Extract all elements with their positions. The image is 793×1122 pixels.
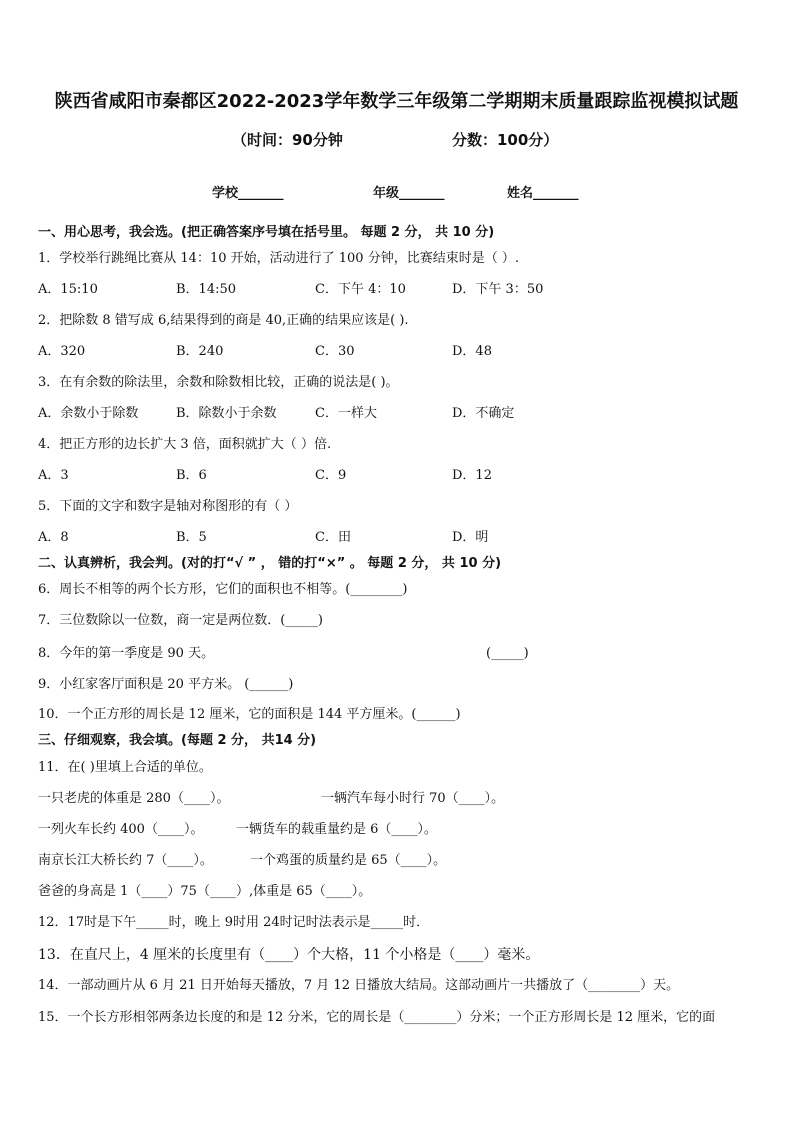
q5-option-d: D．明 bbox=[452, 530, 489, 545]
question-2: 2．把除数 8 错写成 6,结果得到的商是 40,正确的结果应该是( ). bbox=[38, 313, 409, 328]
section-2-heading: 二、认真辨析，我会判。(对的打“√ ” ， 错的打“×” 。 每题 2 分， 共 10 分) bbox=[38, 556, 502, 571]
question-9: 9．小红家客厅面积是 20 平方米。 (______) bbox=[38, 677, 294, 692]
q11-truck-load: 一辆货车的载重量约是 6（____）。 bbox=[236, 822, 437, 837]
q4-option-b: B．6 bbox=[176, 468, 207, 483]
question-14: 14．一部动画片从 6 月 21 日开始每天播放，7 月 12 日播放大结局。这部动画片一共播放了（________）天。 bbox=[38, 978, 680, 993]
q5-option-b: B．5 bbox=[176, 530, 207, 545]
q11-father-height: 爸爸的身高是 1（____）75（____）,体重是 65（____）。 bbox=[38, 884, 372, 899]
question-1: 1．学校举行跳绳比赛从 14：10 开始，活动进行了 100 分钟，比赛结束时是（ ）. bbox=[38, 251, 519, 266]
q2-option-b: B．240 bbox=[176, 344, 224, 359]
question-15: 15．一个长方形相邻两条边长度的和是 12 分米，它的周长是（________）分米；一个正方形周长是 12 厘米，它的面 bbox=[38, 1010, 716, 1025]
question-6: 6．周长不相等的两个长方形，它们的面积也不相等。(________) bbox=[38, 582, 408, 597]
question-13: 13．在直尺上，4 厘米的长度里有（____）个大格，11 个小格是（____）毫米。 bbox=[38, 947, 540, 963]
q2-option-a: A．320 bbox=[38, 344, 86, 359]
section-3-heading: 三、仔细观察，我会填。(每题 2 分， 共14 分) bbox=[38, 733, 317, 748]
question-7: 7．三位数除以一位数，商一定是两位数．(_____) bbox=[38, 613, 323, 628]
q1-option-b: B．14:50 bbox=[176, 282, 237, 297]
q3-option-c: C．一样大 bbox=[315, 406, 377, 421]
exam-score: 分数：100分） bbox=[452, 131, 559, 149]
grade-field: 年级_______ bbox=[373, 186, 445, 201]
question-11: 11．在( )里填上合适的单位。 bbox=[38, 760, 212, 775]
question-12: 12．17时是下午_____时，晚上 9时用 24时记时法表示是_____时． bbox=[38, 915, 430, 930]
q1-option-d: D．下午 3：50 bbox=[452, 282, 544, 297]
q4-option-a: A．3 bbox=[38, 468, 69, 483]
q3-option-b: B．除数小于余数 bbox=[176, 406, 277, 421]
q3-option-a: A．余数小于除数 bbox=[38, 406, 139, 421]
q11-egg-mass: 一个鸡蛋的质量约是 65（____）。 bbox=[250, 853, 447, 868]
q1-option-a: A．15:10 bbox=[38, 282, 98, 297]
question-8: 8．今年的第一季度是 90 天。 bbox=[38, 646, 215, 661]
section-1-heading: 一、用心思考，我会选。(把正确答案序号填在括号里。 每题 2 分， 共 10 分) bbox=[38, 225, 495, 240]
q2-option-d: D．48 bbox=[452, 344, 492, 359]
q2-option-c: C．30 bbox=[315, 344, 355, 359]
school-field: 学校_______ bbox=[212, 186, 284, 201]
q11-train-length: 一列火车长约 400（____）。 bbox=[38, 822, 204, 837]
q4-option-d: D．12 bbox=[452, 468, 492, 483]
exam-title: 陕西省咸阳市秦都区2022-2023学年数学三年级第二学期期末质量跟踪监视模拟试题 bbox=[54, 91, 739, 112]
q4-option-c: C．9 bbox=[315, 468, 347, 483]
q11-car-speed: 一辆汽车每小时行 70（____）。 bbox=[321, 791, 505, 806]
q11-bridge-length: 南京长江大桥长约 7（____）。 bbox=[38, 853, 213, 868]
question-4: 4．把正方形的边长扩大 3 倍，面积就扩大（ ）倍. bbox=[38, 437, 332, 452]
q11-tiger-weight: 一只老虎的体重是 280（____）。 bbox=[38, 791, 230, 806]
question-5: 5．下面的文字和数字是轴对称图形的有（ ） bbox=[38, 499, 298, 514]
question-10: 10．一个正方形的周长是 12 厘米，它的面积是 144 平方厘米。(______) bbox=[38, 707, 461, 722]
q5-option-a: A．8 bbox=[38, 530, 69, 545]
name-field: 姓名_______ bbox=[507, 186, 579, 201]
question-3: 3．在有余数的除法里，余数和除数相比较，正确的说法是( )。 bbox=[38, 375, 399, 390]
exam-time: （时间：90分钟 bbox=[232, 131, 343, 149]
q3-option-d: D．不确定 bbox=[452, 406, 515, 421]
q1-option-c: C．下午 4：10 bbox=[315, 282, 406, 297]
q5-option-c: C．田 bbox=[315, 530, 351, 545]
question-8-answer-blank: (_____) bbox=[486, 646, 529, 661]
